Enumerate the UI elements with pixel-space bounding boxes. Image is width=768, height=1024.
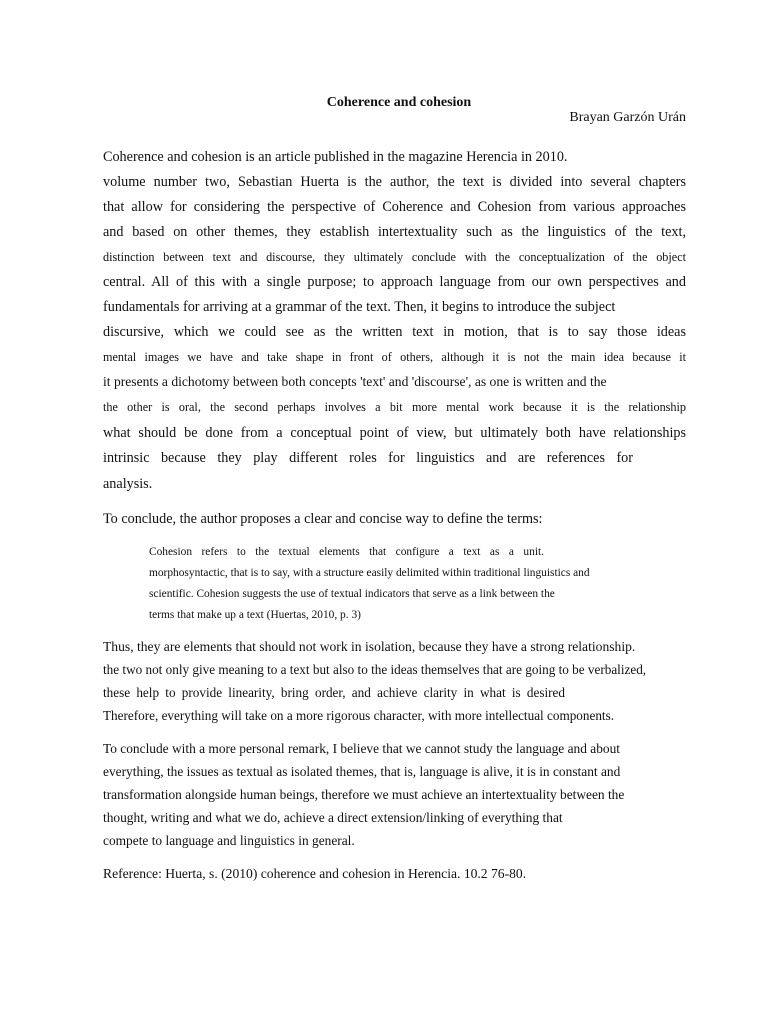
paragraph-1-line: discursive, which we could see as the written text in motion, that is to say those ideas (103, 324, 686, 340)
paragraph-4-line: To conclude with a more personal remark, I believe that we cannot study the language and about (103, 741, 621, 756)
paragraph-1-line: and based on other themes, they establish intertextuality such as the linguistics of the text, (103, 224, 686, 240)
paragraph-1-line: central. All of this with a single purpose; to approach language from our own perspectives and (103, 274, 686, 290)
paragraph-1-line: volume number two, Sebastian Huerta is the author, the text is divided into several chapters (103, 174, 686, 190)
reference-line: Reference: Huerta, s. (2010) coherence and cohesion in Herencia. 10.2 76-80. (103, 866, 527, 881)
paragraph-3-line: the two not only give meaning to a text but also to the ideas themselves that are going to be verbalized, (103, 662, 647, 677)
paragraph-1-line: distinction between text and discourse, they ultimately conclude with the conceptualization of the object (103, 250, 686, 264)
paragraph-1-line: the other is oral, the second perhaps involves a bit more mental work because it is the relationship (103, 400, 686, 414)
paragraph-1-line: that allow for considering the perspective of Coherence and Cohesion from various approaches (103, 199, 686, 215)
block-quote-line: terms that make up a text (Huertas, 2010, p. 3) (149, 609, 361, 621)
paragraph-4-line: compete to language and linguistics in general. (103, 833, 355, 848)
paragraph-3-line: Therefore, everything will take on a more rigorous character, with more intellectual components. (103, 708, 615, 723)
block-quote-line: scientific. Cohesion suggests the use of textual indicators that serve as a link between the (149, 588, 555, 600)
paragraph-1-line: analysis. (103, 476, 153, 492)
document-title: Coherence and cohesion (326, 95, 472, 110)
paragraph-1-line: what should be done from a conceptual point of view, but ultimately both have relationships (103, 425, 686, 441)
paragraph-4-line: transformation alongside human beings, therefore we must achieve an intertextuality between the (103, 787, 625, 802)
paragraph-3-line: these help to provide linearity, bring order, and achieve clarity in what is desired (103, 685, 565, 700)
document-author: Brayan Garzón Urán (569, 110, 686, 125)
block-quote-line: Cohesion refers to the textual elements that configure a text as a unit. (149, 546, 544, 558)
paragraph-4-line: thought, writing and what we do, achieve a direct extension/linking of everything that (103, 810, 563, 825)
paragraph-2: To conclude, the author proposes a clear and concise way to define the terms: (103, 511, 543, 527)
paragraph-3-line: Thus, they are elements that should not work in isolation, because they have a strong relationship. (103, 639, 636, 654)
paragraph-1-line: mental images we have and take shape in front of others, although it is not the main idea because it (103, 350, 686, 364)
paragraph-1-line: Coherence and cohesion is an article published in the magazine Herencia in 2010. (103, 149, 568, 165)
paragraph-1-line: it presents a dichotomy between both concepts 'text' and 'discourse', as one is written and the (103, 374, 607, 389)
paragraph-4-line: everything, the issues as textual as isolated themes, that is, language is alive, it is in constant and (103, 764, 621, 779)
paragraph-1-line: intrinsic because they play different roles for linguistics and are references for (103, 450, 633, 466)
block-quote-line: morphosyntactic, that is to say, with a structure easily delimited within traditional linguistics and (149, 567, 590, 579)
paragraph-1-line: fundamentals for arriving at a grammar of the text. Then, it begins to introduce the subject (103, 299, 616, 315)
